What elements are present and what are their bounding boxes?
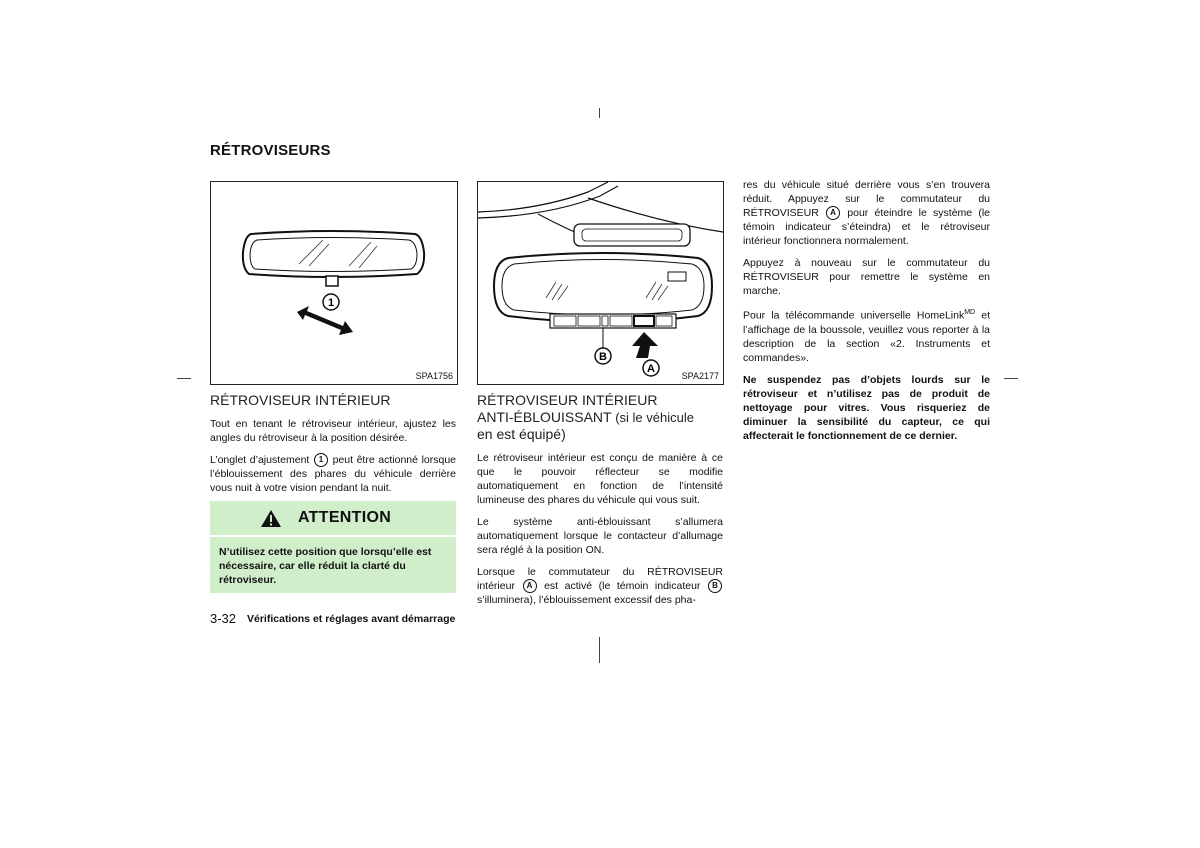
- auto-dimming-mirror-illustration: [478, 182, 723, 384]
- col2-heading-line3: en est équipé): [477, 426, 566, 442]
- warning-body: [210, 537, 456, 593]
- figure2-callout-b: B: [599, 351, 607, 363]
- page-number: 3-32: [210, 611, 237, 626]
- col2-heading-line2-wrap: [477, 409, 725, 426]
- col2-heading-suffix: (si le véhicule: [615, 410, 694, 425]
- figure1-code: SPA1756: [415, 371, 453, 381]
- right-margin-mark: [1004, 378, 1018, 379]
- col1-paragraph-1: Tout en tenant le rétroviseur intérieur, ajustez les angles du rétroviseur à la position désirée.: [210, 418, 456, 444]
- col1-p2-start: L’onglet d’ajustement: [210, 454, 310, 466]
- col2-heading-line1: RÉTROVISEUR INTÉRIEUR: [477, 392, 658, 408]
- col2-paragraph-3: [477, 565, 723, 607]
- col2-p3-end: s’illuminera), l’éblouissement excessif des pha-: [477, 594, 696, 607]
- col3-p1-end: pour éteindre le système (le témoin indicateur s’éteindra) et le rétroviseur intérieur fonctionnera normalement.: [743, 207, 991, 248]
- top-center-mark: [599, 108, 600, 118]
- chapter-title: Vérifications et réglages avant démarrage: [247, 613, 456, 625]
- col3-p3-sup: MD: [964, 309, 976, 317]
- warning-header: [210, 501, 456, 535]
- callout-1-icon: 1: [314, 453, 328, 467]
- col1-text: [210, 417, 456, 495]
- col3-p1-start: res du véhicule situé derrière vous s’en trouvera réduit. Appuyez sur le commutateur du RÉTROVISEUR: [743, 179, 990, 219]
- callout-a-icon: A: [826, 206, 840, 220]
- col3-p3-start: Pour la télécommande universelle HomeLink: [743, 309, 965, 322]
- col3-text: [743, 178, 990, 443]
- col2-paragraph-1: Le rétroviseur intérieur est conçu de manière à ce que le pouvoir réflecteur se modifie automatiquement en fonction de l’intensité lumineuse des phares du véhicule qui vous suit.: [477, 452, 723, 506]
- col3-paragraph-4: Ne suspendez pas d’objets lourds sur le rétroviseur et n’utilisez pas de produit de nettoyage pour vitres. Vous risqueriez de diminuer la sensibilité du capteur, ce qui affecterait le fonctionnement de ce dernier.: [743, 373, 990, 442]
- warning-text: N’utilisez cette position que lorsqu’elle est nécessaire, car elle réduit la clarté du rétroviseur.: [219, 546, 432, 586]
- figure-mirror-adjust: [210, 181, 458, 385]
- col3-p3-end: et l’affichage de la boussole, veuillez vous reporter à la description de la section «2. Instruments et commandes».: [743, 309, 991, 364]
- section-title: RÉTROVISEURS: [210, 142, 331, 159]
- mirror-illustration: [211, 182, 457, 384]
- col3-paragraph-2: Appuyez à nouveau sur le commutateur du RÉTROVISEUR pour remettre le système en marche.: [743, 257, 990, 298]
- left-margin-mark: [177, 378, 191, 379]
- col3-paragraph-1: [743, 178, 990, 248]
- col1-paragraph-2: [210, 453, 456, 495]
- col2-p3-mid: est activé (le témoin indicateur: [544, 580, 701, 592]
- warning-triangle-icon: [260, 509, 282, 528]
- col2-paragraph-2: Le système anti-éblouissant s’allumera automatiquement lorsque le contacteur d’allumage sera réglé à la position ON.: [477, 516, 723, 556]
- callout-b-icon: B: [708, 579, 722, 593]
- col3-paragraph-3: [743, 306, 990, 365]
- figure-auto-dimming-mirror: [477, 181, 724, 385]
- col2-p3-start: Lorsque le commutateur du RÉTROVISEUR intérieur: [477, 566, 723, 592]
- warning-title: ATTENTION: [298, 509, 392, 526]
- figure2-callout-a: A: [647, 363, 655, 375]
- bottom-center-mark: [599, 637, 600, 663]
- col1-heading: RÉTROVISEUR INTÉRIEUR: [210, 392, 391, 408]
- figure2-code: SPA2177: [681, 371, 719, 381]
- callout-a-icon: A: [523, 579, 537, 593]
- col1-p2-end: peut être actionné lorsque l’éblouissement des phares du véhicule derrière vous nuit à votre vision pendant la nuit.: [210, 454, 457, 495]
- col2-heading: [477, 392, 725, 443]
- figure1-callout: 1: [327, 297, 335, 309]
- col2-text: [477, 451, 723, 607]
- col2-heading-line2: ANTI-ÉBLOUISSANT: [477, 409, 612, 425]
